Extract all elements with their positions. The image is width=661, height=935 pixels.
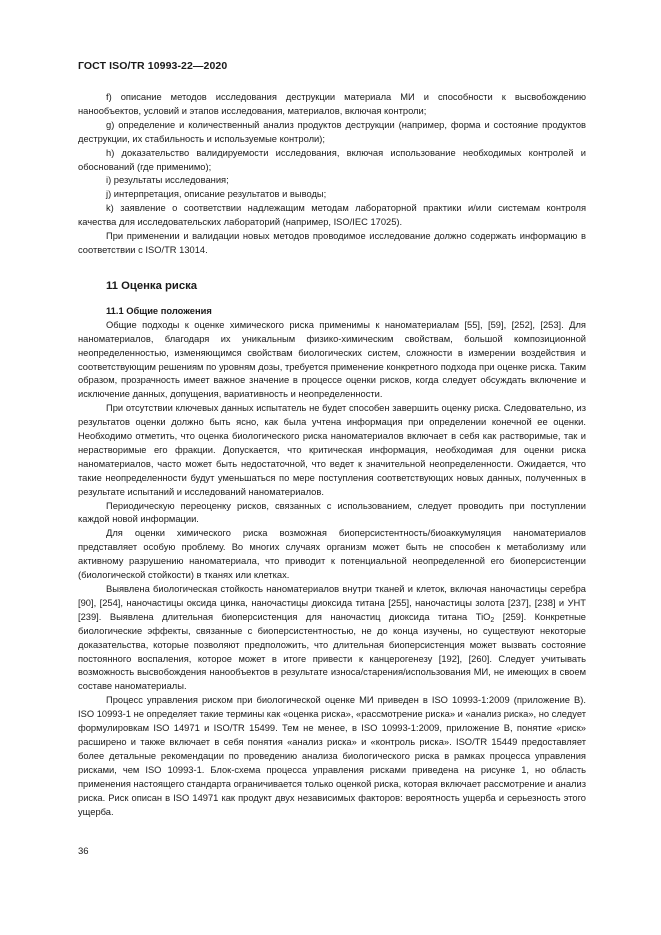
- subsection-title: 11.1 Общие положения: [106, 305, 212, 316]
- paragraph-risk-management: Процесс управления риском при биологической оценке МИ приведен в ISO 10993-1:2009 (приложение B). ISO 10993-1 не определяет такие термины как «оценка риска», «рассмотрение риска» и «анализ риска», но следует формулировкам ISO 14971 и ISO/TR 15499. Тем не менее, в ISO 10993-1:2009, приложение B, понятие «риск» расширено и также включает в себя понятия «анализ риска» и «контроль риска». ISO/TR 15449 предоставляет более детальные рекомендации по проведению анализа биологического риска в рамках процесса управления рисками, чем ISO 10993-1. Блок-схема процесса управления рисками приведена на рисунке 1, но область применения настоящего стандарта ограничивается только оценкой риска, которая включает рассмотрение и анализ риска. Риск описан в ISO 14971 как продукт двух независимых факторов: вероятность ущерба и серьезность этого ущерба.: [78, 695, 586, 817]
- list-item-g: g) определение и количественный анализ продуктов деструкции (например, форма и состояние продуктов деструкции, их стабильность и используемые контроли);: [78, 119, 586, 144]
- list-item-j: j) интерпретация, описание результатов и выводы;: [106, 189, 327, 200]
- list-item-h: h) доказательство валидируемости исследования, включая использование необходимых контролей и обоснований (где применимо);: [78, 147, 586, 172]
- paragraph-biological-stability: [78, 583, 586, 694]
- paragraph-missing-data: При отсутствии ключевых данных испытатель не будет способен завершить оценку риска. Следовательно, из результатов оценки должно быть ясно, как была учтена информация при определении конечной ее оценки. Необходимо отметить, что оценка биологического риска наноматериалов включает в себя как растворимые, так и нерастворимые его фракции. Допускается, что критическая информация, необходимая для оценки риска наноматериалов, часто может быть недостаточной, что ведет к значительной неопределенности. Ожидается, что такие неопределенности будут уменьшаться по мере поступления соответствующих новых данных, полученных в результате испытаний и исследований наноматериалов.: [78, 403, 586, 497]
- paragraph-biopersistence: Для оценки химического риска возможная биоперсистентность/биоаккумуляция наноматериалов представляет особую проблему. Во многих случаях организм может быть не способен к метаболизму или активному разрушению наноматериала, что приводит к потенциальной неопределенной его биоперсистенции (биологической стойкости) в тканях или клетках.: [78, 528, 586, 581]
- tio2-text-before: Выявлена биологическая стойкость наноматериалов внутри тканей и клеток, включая наночастицы серебра [90], [254], наночастицы оксида цинка, наночастицы диоксида титана [255], наночастицы золота [237], [238] и УНТ [239]. Выявлена длительная биоперсистенция для наночастиц диоксида титана TiO: [78, 584, 586, 622]
- document-header: ГОСТ ISO/TR 10993-22—2020: [78, 60, 228, 72]
- section-title: 11 Оценка риска: [106, 279, 198, 292]
- list-item-f: f) описание методов исследования деструкции материала МИ и способности к высвобождению нанообъектов, условий и этапов исследования, материалов, включая контроли;: [78, 92, 586, 116]
- tio2-subscript: 2: [490, 616, 495, 624]
- list-item-k: k) заявление о соответствии надлежащим методам лабораторной практики и/или системам контроля качества для исследовательских лабораторий (например, ISO/IEC 17025).: [78, 203, 586, 228]
- paragraph-periodic-reassessment: Периодическую переоценку рисков, связанных с использованием, следует проводить при поступлении каждой новой информации.: [78, 500, 586, 525]
- closing-paragraph: При применении и валидации новых методов проводимое исследование должно содержать информацию в соответствии с ISO/TR 13014.: [78, 231, 586, 255]
- list-item-i: i) результаты исследования;: [106, 175, 229, 186]
- tio2-text-after: [259]. Конкретные биологические эффекты, связанные с биоперсистентностью, не до конца изучены, но существуют некоторые доказательства, которые позволяют предположить, что длительная биоперсистенция может вызвать состояние постоянного воспаления, которое может в итоге привести к канцерогенезу [192], [260]. Следует учитывать возможность высвобождения нанообъектов в результате износа/старения/использования МИ, не имеющих в своем составе наноматериалы.: [78, 611, 586, 692]
- page-number: 36: [78, 846, 89, 857]
- document-body: [78, 91, 586, 819]
- paragraph-general-approaches: Общие подходы к оценке химического риска применимы к наноматериалам [55], [59], [252], [253]. Для наноматериалов, благодаря их уникальным физико-химическим свойствам, большой композиционной неопределенностью, изменяющимся свойствам биологических систем, сложности в измерении воздействия и соответствующим решениям по уровням дозы, требуется применение конкретного подхода при оценке риска. Таким образом, прозрачность имеет важное значение в процессе оценки рисков, когда следует обсуждать включение и исключение данных, допущения, вариативность и неопределенности.: [78, 319, 586, 400]
